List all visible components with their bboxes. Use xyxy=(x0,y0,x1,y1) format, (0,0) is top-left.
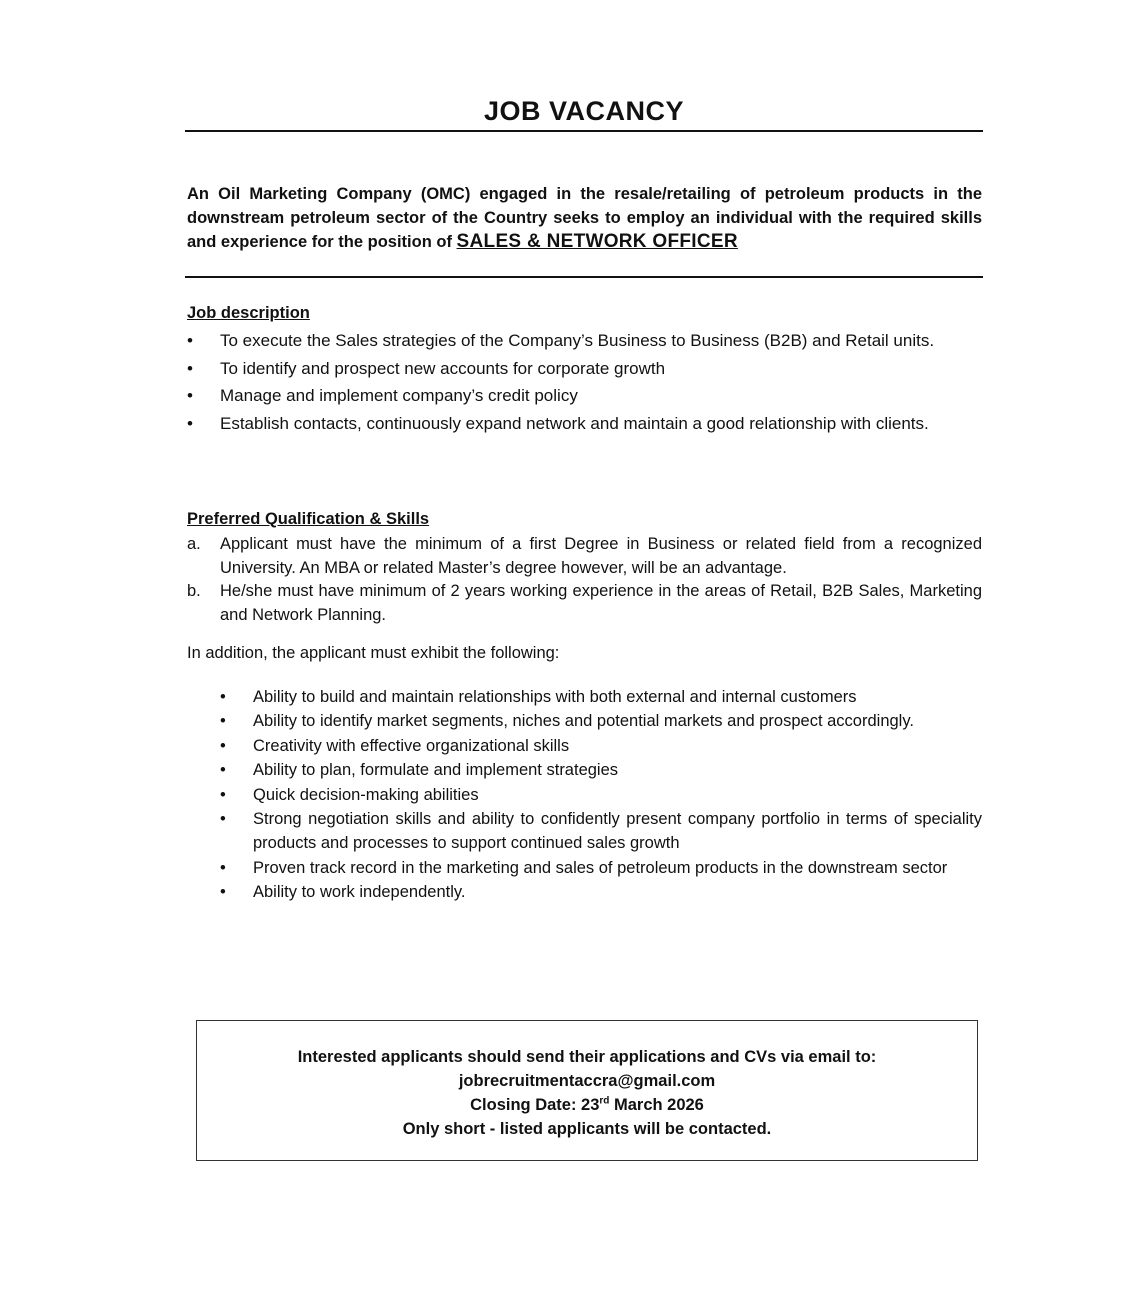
contact-box xyxy=(196,1020,978,1161)
bullet-icon: • xyxy=(220,736,226,755)
list-item-text: Applicant must have the minimum of a first Degree in Business or related field from a recognized University. An MBA or related Master’s degree however, will be an advantage. xyxy=(220,535,982,577)
list-item-text: Ability to work independently. xyxy=(253,883,466,902)
bullet-icon: • xyxy=(187,331,193,350)
list-item xyxy=(220,783,982,807)
list-item xyxy=(220,709,982,733)
contact-lines xyxy=(197,1045,977,1141)
bullet-icon: • xyxy=(220,761,226,780)
bullet-icon: • xyxy=(220,785,226,804)
job-description-heading: Job description xyxy=(187,304,310,322)
bullet-icon: • xyxy=(220,883,226,902)
list-item xyxy=(220,856,982,880)
bullet-icon: • xyxy=(187,386,193,405)
list-item xyxy=(187,355,982,383)
list-item-text: To execute the Sales strategies of the Company’s Business to Business (B2B) and Retail units. xyxy=(220,331,935,350)
bullet-icon: • xyxy=(220,858,226,877)
list-item xyxy=(187,382,982,410)
title-divider xyxy=(185,130,983,132)
intro-divider xyxy=(185,276,983,278)
bullet-icon: • xyxy=(187,413,193,433)
contact-email[interactable]: jobrecruitmentaccra@gmail.com xyxy=(458,1072,716,1090)
list-item xyxy=(187,410,982,438)
list-item xyxy=(187,327,982,355)
list-item xyxy=(220,880,982,904)
list-item xyxy=(187,533,982,580)
intro-paragraph xyxy=(187,182,982,254)
skills-list xyxy=(220,685,982,905)
list-item-text: To identify and prospect new accounts for corporate growth xyxy=(220,358,666,378)
list-item-text: Establish contacts, continuously expand network and maintain a good relationship with clients. xyxy=(220,413,929,433)
job-description-list xyxy=(187,327,982,437)
list-item xyxy=(187,580,982,627)
bullet-icon: • xyxy=(220,688,226,706)
shortlist-note: Only short - listed applicants will be contacted. xyxy=(402,1120,772,1138)
list-item-text: Ability to identify market segments, niches and potential markets and prospect accordingly. xyxy=(253,712,914,731)
list-item-text: Creativity with effective organizational skills xyxy=(253,736,570,755)
bullet-icon: • xyxy=(220,712,226,731)
list-marker: a. xyxy=(187,535,201,553)
list-item xyxy=(220,758,982,782)
contact-instruction: Interested applicants should send their applications and CVs via email to: xyxy=(297,1048,877,1066)
list-item-text: Strong negotiation skills and ability to confidently present company portfolio in terms of speciality products and processes to support continued sales growth xyxy=(253,810,982,853)
position-title: SALES & NETWORK OFFICER xyxy=(456,231,738,252)
list-item xyxy=(220,685,982,709)
closing-date-rest: March 2026 xyxy=(609,1096,704,1114)
page-title: JOB VACANCY xyxy=(483,96,685,126)
qualifications-list xyxy=(187,533,982,627)
bullet-icon: • xyxy=(187,358,193,378)
list-item-text: Manage and implement company’s credit policy xyxy=(220,386,578,405)
list-marker: b. xyxy=(187,582,201,600)
bullet-icon: • xyxy=(220,810,226,829)
qualifications-heading: Preferred Qualification & Skills xyxy=(187,510,430,528)
list-item-text: Quick decision-making abilities xyxy=(253,785,479,804)
closing-date-suffix: rd xyxy=(599,1095,610,1107)
list-item-text: Ability to plan, formulate and implement strategies xyxy=(253,761,619,780)
list-item-text: He/she must have minimum of 2 years working experience in the areas of Retail, B2B Sales, Marketing and Network Planning. xyxy=(220,582,982,624)
closing-date xyxy=(197,1093,977,1117)
list-item-text: Ability to build and maintain relationships with both external and internal customers xyxy=(253,688,857,706)
closing-date-label: Closing Date: 23 xyxy=(470,1096,600,1114)
list-item-text: Proven track record in the marketing and sales of petroleum products in the downstream sector xyxy=(253,858,948,877)
list-item xyxy=(220,807,982,856)
intro-text: An Oil Marketing Company (OMC) engaged in the resale/retailing of petroleum products in the downstream petroleum sector of the Country seeks to employ an individual with the required skills and experience for the position of xyxy=(187,185,982,251)
addition-intro: In addition, the applicant must exhibit the following: xyxy=(187,644,560,662)
list-item xyxy=(220,734,982,758)
